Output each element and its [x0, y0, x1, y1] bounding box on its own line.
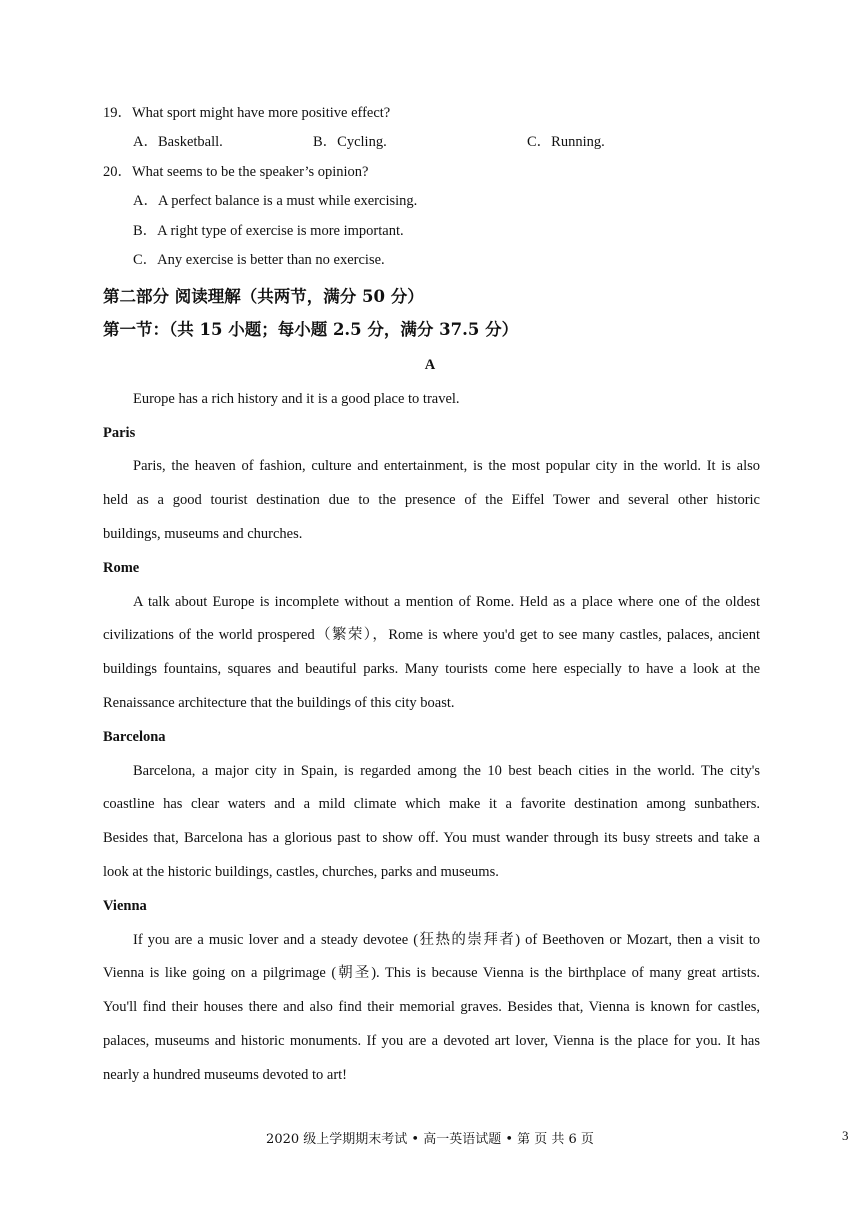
paris-line-2: held as a good tourist destination due to the presence of the Eiffel Tower and several other historic [103, 492, 760, 508]
question-20-option-b: B．A right type of exercise is more important. [133, 223, 404, 239]
rome-line-3: buildings fountains, squares and beautiful parks. Many tourists come here especially to have a look at the [103, 661, 760, 677]
vienna-line-1: If you are a music lover and a steady devotee (狂热的崇拜者) of Beethoven or Mozart, then a visit to [133, 932, 760, 948]
rome-line-2: civilizations of the world prospered（繁荣），Rome is where you'd get to see many castles, palaces, ancient [103, 627, 760, 643]
barcelona-line-2: coastline has clear waters and a mild climate which make it a favorite destination among sunbathers. [103, 796, 760, 812]
part-title: 第二部分 阅读理解（共两节，满分 50 分） [103, 287, 424, 306]
page-footer: 2020 级上学期期末考试 • 高一英语试题 • 第 页 共 6 页 [266, 1132, 594, 1147]
rome-line-4: Renaissance architecture that the buildings of this city boast. [103, 695, 455, 711]
city-heading-barcelona: Barcelona [103, 729, 166, 745]
passage-label: A [424, 357, 436, 373]
paris-line-3: buildings, museums and churches. [103, 526, 303, 542]
question-19-stem: 19．What sport might have more positive effect? [103, 105, 391, 121]
page-number: 3 [842, 1128, 849, 1143]
question-20-option-c: C．Any exercise is better than no exercise. [133, 252, 385, 268]
vienna-line-5: nearly a hundred museums devoted to art! [103, 1067, 348, 1083]
question-19-option-a: A．Basketball. [133, 134, 223, 150]
vienna-line-2: Vienna is like going on a pilgrimage (朝圣). This is because Vienna is the birthplace of many great artists. [103, 965, 760, 981]
section-subtitle: 第一节：（共 15 小题；每小题 2.5 分，满分 37.5 分） [103, 320, 519, 339]
question-20-option-a: A．A perfect balance is a must while exercising. [133, 193, 418, 209]
question-20-stem: 20．What seems to be the speaker’s opinion? [103, 164, 369, 180]
question-19-option-b: B．Cycling. [313, 134, 387, 150]
vienna-line-3: You'll find their houses there and also find their memorial graves. Besides that, Vienna is known for castles, [103, 999, 760, 1015]
barcelona-line-1: Barcelona, a major city in Spain, is regarded among the 10 best beach cities in the world. The city's [133, 763, 760, 779]
rome-line-1: A talk about Europe is incomplete without a mention of Rome. Held as a place where one of the oldest [133, 594, 760, 610]
vienna-line-4: palaces, museums and historic monuments. If you are a devoted art lover, Vienna is the place for you. It has [103, 1033, 760, 1049]
question-19-option-c: C．Running. [527, 134, 605, 150]
barcelona-line-3: Besides that, Barcelona has a glorious past to show off. You must wander through its busy streets and take a [103, 830, 760, 846]
city-heading-vienna: Vienna [103, 898, 147, 914]
city-heading-rome: Rome [103, 560, 140, 576]
paris-line-1: Paris, the heaven of fashion, culture and entertainment, is the most popular city in the world. It is also [133, 458, 760, 474]
barcelona-line-4: look at the historic buildings, castles, churches, parks and museums. [103, 864, 499, 880]
passage-intro: Europe has a rich history and it is a good place to travel. [133, 391, 460, 407]
city-heading-paris: Paris [103, 425, 136, 441]
